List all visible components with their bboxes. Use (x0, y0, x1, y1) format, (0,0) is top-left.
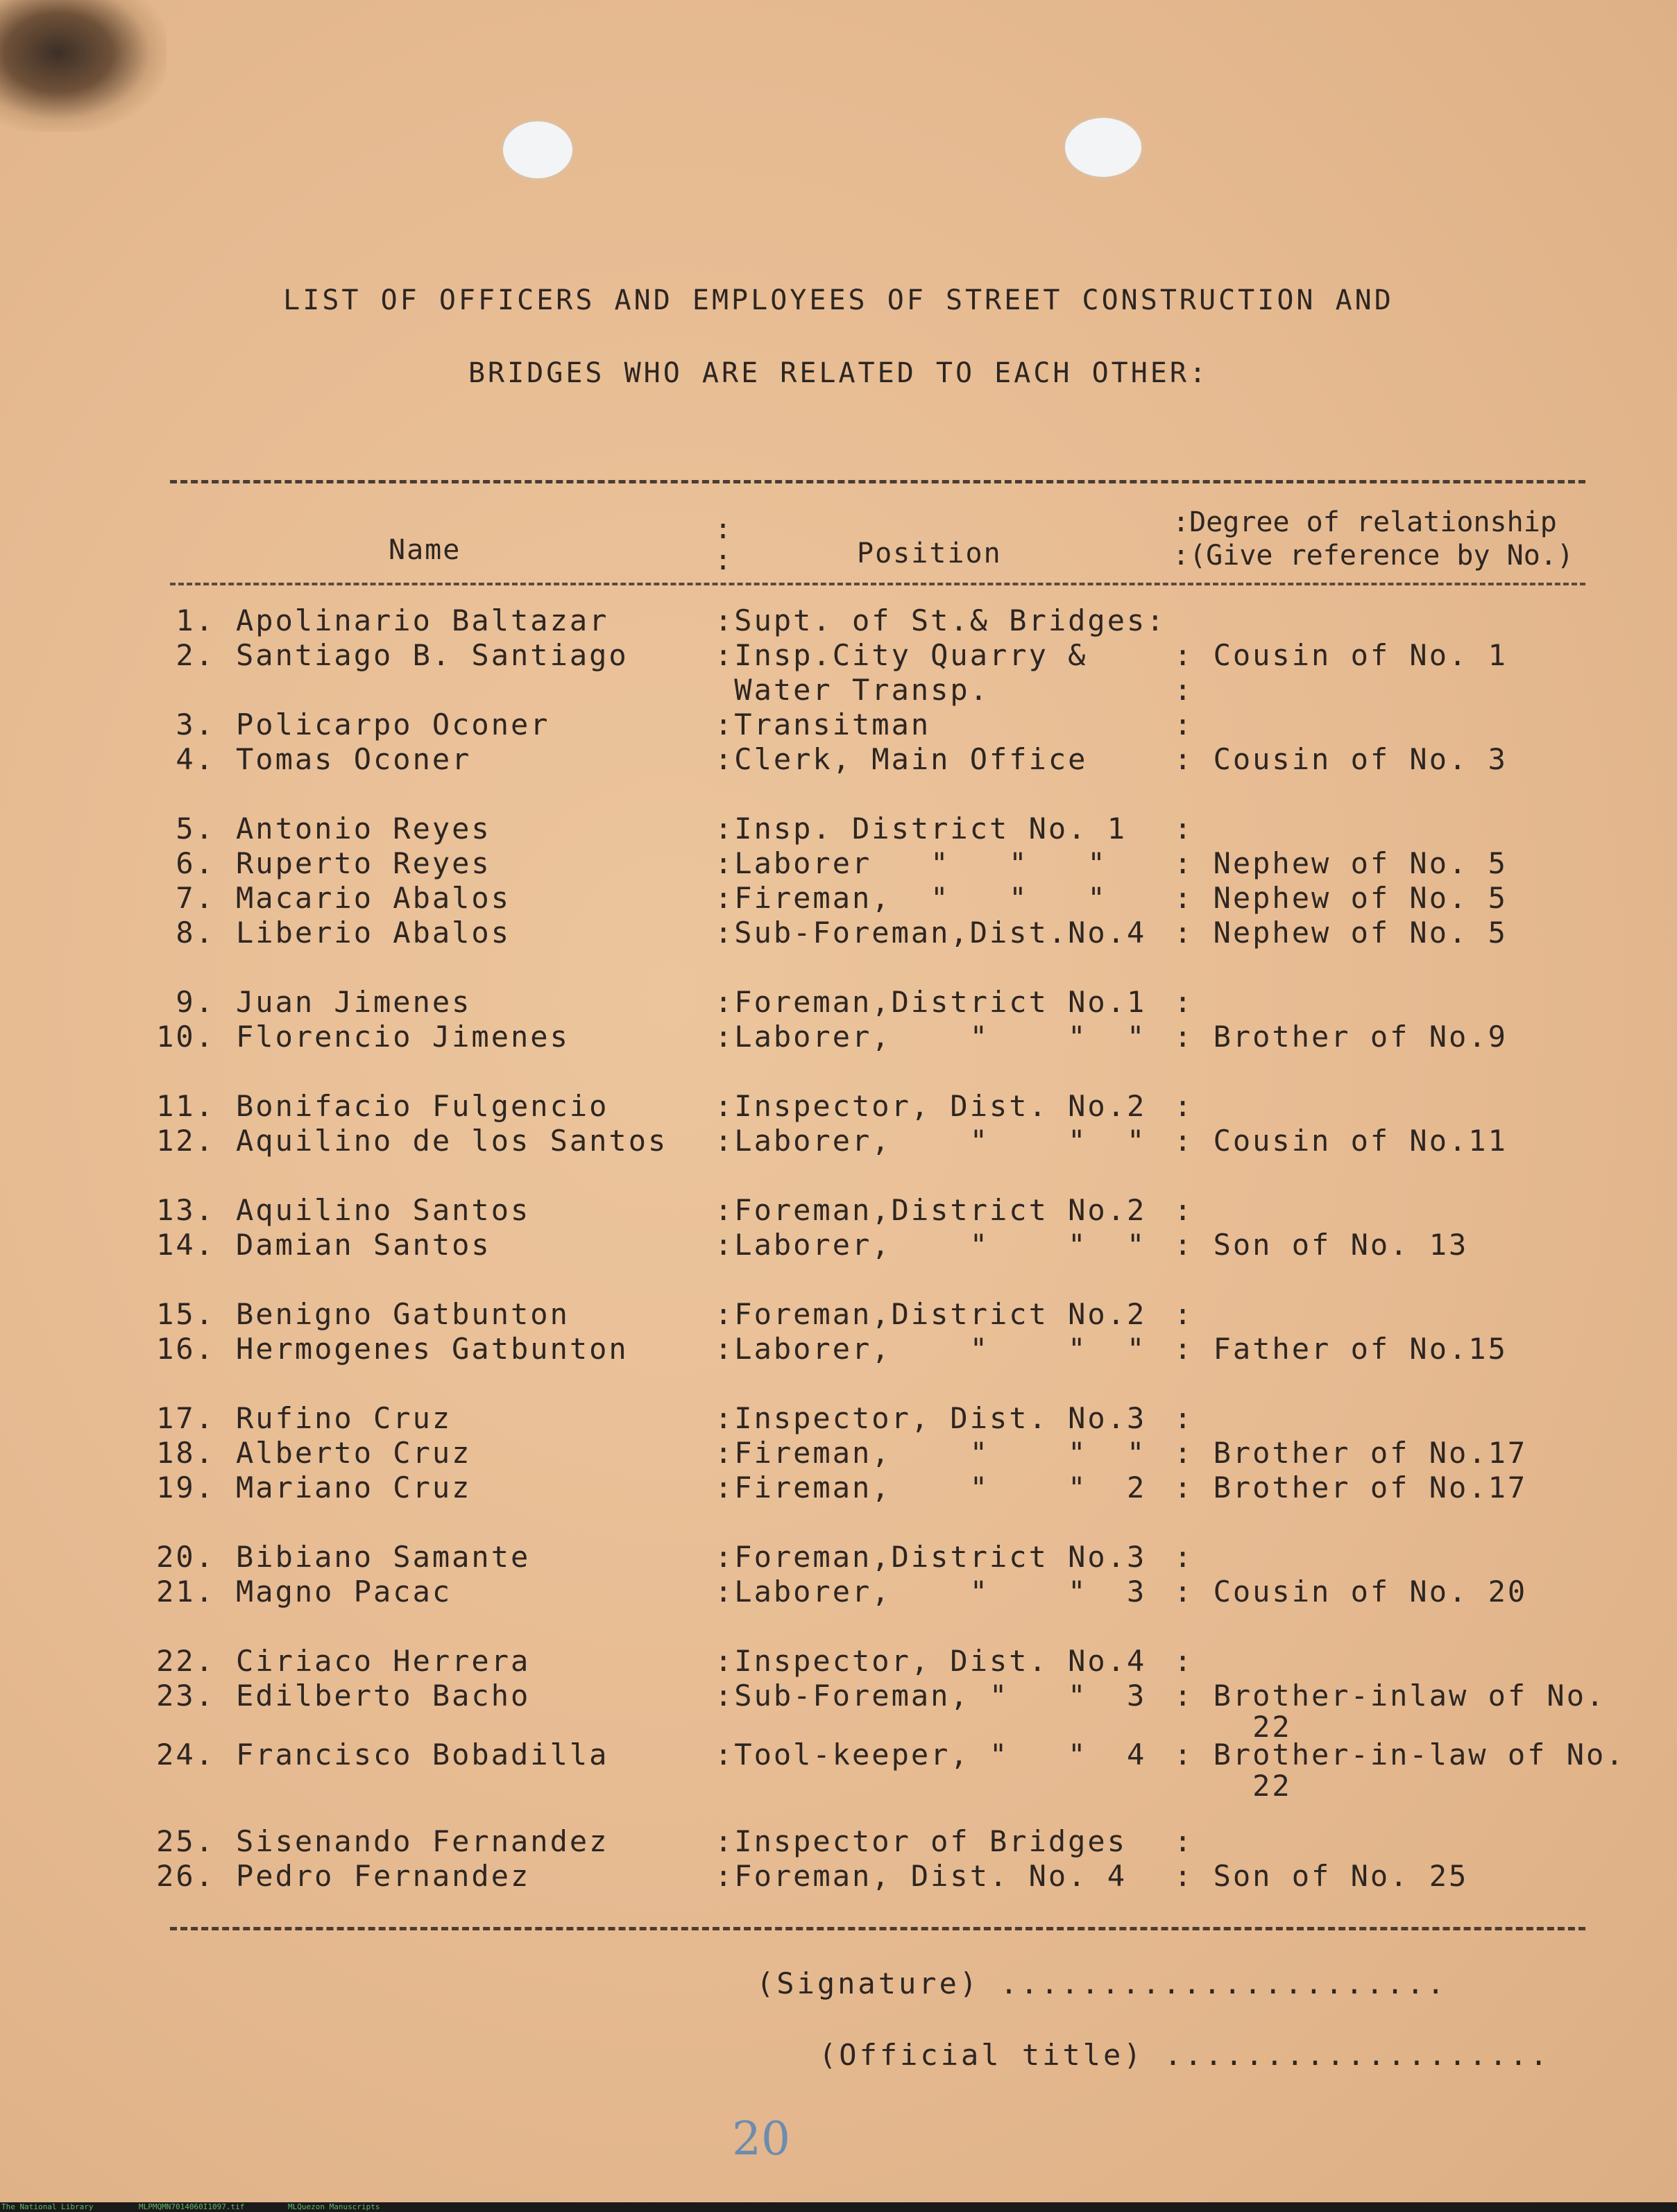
table-row (0, 1644, 1677, 1679)
document-title-line-1: LIST OF OFFICERS AND EMPLOYEES OF STREET CONSTRUCTION AND (283, 284, 1394, 316)
row-number: 1. (176, 603, 215, 637)
table-row (0, 1679, 1677, 1713)
employee-name: Benigno Gatbunton (236, 1297, 570, 1331)
employee-name: Sisenando Fernandez (236, 1824, 609, 1858)
relationship-note: : Son of No. 25 (1174, 1859, 1469, 1893)
relationship-note: : (1174, 1193, 1194, 1227)
footer-collection: MLQuezon Manuscripts (288, 2202, 380, 2211)
row-number: 8. (176, 916, 215, 950)
row-number: 19. (156, 1471, 215, 1504)
relationship-note: : (1174, 1401, 1194, 1435)
row-number: 25. (156, 1824, 215, 1858)
column-header-relationship-line-1: :Degree of relationship (1173, 506, 1557, 538)
relationship-note: : Nephew of No. 5 (1174, 881, 1508, 915)
row-number: 2. (176, 638, 215, 672)
table-row (0, 1228, 1677, 1262)
archive-footer (0, 2202, 1677, 2212)
table-row (0, 1297, 1677, 1332)
employee-position: :Fireman, " " " (715, 1436, 1147, 1470)
row-number: 12. (156, 1124, 215, 1158)
employee-position: :Supt. of St.& Bridges: (715, 603, 1166, 637)
employee-position: :Laborer, " " " (715, 1332, 1147, 1366)
row-number: 17. (156, 1401, 215, 1435)
table-row (0, 881, 1677, 916)
punch-hole-right (1065, 118, 1141, 177)
employee-name: Pedro Fernandez (236, 1859, 531, 1893)
footer-filename: MLPMQMN7014060I1097.tif (139, 2202, 245, 2211)
employee-position: :Foreman,District No.3 (715, 1540, 1147, 1574)
employee-name: Antonio Reyes (236, 812, 491, 846)
employee-name: Ciriaco Herrera (236, 1644, 531, 1678)
employee-name: Mariano Cruz (236, 1471, 472, 1504)
punch-hole-left (503, 121, 572, 178)
table-row (0, 1020, 1677, 1054)
employee-position: :Tool-keeper, " " 4 (715, 1738, 1147, 1772)
row-number: 10. (156, 1020, 215, 1054)
ink-stain (0, 0, 167, 132)
relationship-note: : (1174, 1089, 1194, 1123)
employee-name: Alberto Cruz (236, 1436, 472, 1470)
employee-position: :Laborer, " " " (715, 1124, 1147, 1158)
employee-position: :Laborer, " " " (715, 1228, 1147, 1262)
employee-name: Liberio Abalos (236, 916, 511, 950)
employee-position: :Inspector, Dist. No.3 (715, 1401, 1147, 1435)
row-number: 15. (156, 1297, 215, 1331)
table-row (0, 603, 1677, 638)
relationship-note: : Father of No.15 (1174, 1332, 1508, 1366)
row-number: 21. (156, 1575, 215, 1609)
relationship-note: 22 (1174, 1769, 1292, 1803)
relationship-note: : Brother-in-law of No. (1174, 1738, 1626, 1772)
row-number: 22. (156, 1644, 215, 1678)
employee-position: :Fireman, " " " (715, 881, 1107, 915)
employee-name: Edilberto Bacho (236, 1679, 531, 1713)
table-row (0, 1859, 1677, 1894)
employee-position: :Sub-Foreman, " " 3 (715, 1679, 1147, 1713)
column-header-position: Position (857, 538, 1002, 569)
relationship-note: : (1174, 1297, 1194, 1331)
table-row (0, 1089, 1677, 1124)
employee-position: :Insp.City Quarry & (715, 638, 1088, 672)
table-row (0, 916, 1677, 950)
page-number: 20 (732, 2112, 790, 2166)
row-number: 14. (156, 1228, 215, 1262)
employee-name: Rufino Cruz (236, 1401, 452, 1435)
top-dashed-rule (170, 480, 1585, 483)
row-number: 16. (156, 1332, 215, 1366)
employee-name: Damian Santos (236, 1228, 491, 1262)
table-row (0, 1332, 1677, 1366)
relationship-note: 22 (1174, 1710, 1292, 1744)
table-row (0, 638, 1677, 673)
table-row (0, 985, 1677, 1020)
relationship-note: : Brother-inlaw of No. (1174, 1679, 1606, 1713)
employee-name: Aquilino de los Santos (236, 1124, 668, 1158)
relationship-note: : (1174, 1540, 1194, 1574)
employee-position: :Clerk, Main Office (715, 742, 1088, 776)
employee-position: Water Transp. (715, 673, 990, 707)
table-row (0, 1738, 1677, 1772)
row-number: 4. (176, 742, 215, 776)
row-number: 20. (156, 1540, 215, 1574)
employee-position: :Insp. District No. 1 (715, 812, 1127, 846)
relationship-note: : Brother of No.17 (1174, 1471, 1528, 1504)
header-colon: : (715, 513, 732, 545)
table-row (0, 846, 1677, 881)
employee-name: Bibiano Samante (236, 1540, 531, 1574)
row-number: 13. (156, 1193, 215, 1227)
employee-position: :Laborer, " " " (715, 1020, 1147, 1054)
employee-name: Tomas Oconer (236, 742, 472, 776)
relationship-note: : (1174, 673, 1194, 707)
relationship-note: : Nephew of No. 5 (1174, 916, 1508, 950)
row-number: 23. (156, 1679, 215, 1713)
employee-position: :Transitman (715, 708, 931, 741)
employee-position: :Laborer, " " 3 (715, 1575, 1147, 1609)
relationship-note: : Brother of No.17 (1174, 1436, 1528, 1470)
table-row (0, 1124, 1677, 1158)
employee-position: :Foreman,District No.2 (715, 1193, 1147, 1227)
table-row (0, 742, 1677, 777)
table-row (0, 1401, 1677, 1436)
employee-name: Macario Abalos (236, 881, 511, 915)
employee-name: Bonifacio Fulgencio (236, 1089, 609, 1123)
employee-position: :Foreman,District No.1 (715, 985, 1147, 1019)
row-number: 18. (156, 1436, 215, 1470)
relationship-note: : Cousin of No.11 (1174, 1124, 1508, 1158)
employee-position: :Inspector, Dist. No.2 (715, 1089, 1147, 1123)
relationship-note: : Cousin of No. 20 (1174, 1575, 1528, 1609)
table-row (0, 1540, 1677, 1575)
table-row (0, 1769, 1677, 1803)
column-header-relationship-line-2: :(Give reference by No.) (1173, 540, 1574, 572)
employee-name: Hermogenes Gatbunton (236, 1332, 629, 1366)
employee-name: Ruperto Reyes (236, 846, 491, 880)
employee-name: Magno Pacac (236, 1575, 452, 1609)
employee-position: :Sub-Foreman,Dist.No.4 (715, 916, 1147, 950)
employee-position: :Foreman, Dist. No. 4 (715, 1859, 1127, 1893)
employee-name: Juan Jimenes (236, 985, 472, 1019)
employee-position: :Inspector, Dist. No.4 (715, 1644, 1147, 1678)
relationship-note: : Son of No. 13 (1174, 1228, 1469, 1262)
employee-name: Policarpo Oconer (236, 708, 550, 741)
bottom-dashed-rule (170, 1927, 1585, 1930)
relationship-note: : (1174, 985, 1194, 1019)
table-row (0, 1471, 1677, 1505)
official-title-line: (Official title) ................... (819, 2038, 1551, 2072)
employee-name: Apolinario Baltazar (236, 603, 609, 637)
table-row (0, 1575, 1677, 1609)
table-row (0, 812, 1677, 846)
row-number: 9. (176, 985, 215, 1019)
employee-name: Francisco Bobadilla (236, 1738, 609, 1772)
row-number: 7. (176, 881, 215, 915)
relationship-note: : Nephew of No. 5 (1174, 846, 1508, 880)
employee-position: :Foreman,District No.2 (715, 1297, 1147, 1331)
row-number: 24. (156, 1738, 215, 1772)
header-dashed-rule (170, 583, 1585, 585)
relationship-note: : (1174, 1824, 1194, 1858)
row-number: 6. (176, 846, 215, 880)
header-colon: : (715, 545, 732, 576)
table-row (0, 673, 1677, 708)
table-row (0, 1436, 1677, 1471)
footer-library: The National Library (1, 2202, 94, 2211)
table-row (0, 1193, 1677, 1228)
table-row (0, 1824, 1677, 1859)
relationship-note: : (1174, 812, 1194, 846)
column-header-name: Name (389, 534, 461, 566)
employee-name: Aquilino Santos (236, 1193, 531, 1227)
row-number: 11. (156, 1089, 215, 1123)
employee-position: :Laborer " " " (715, 846, 1107, 880)
employee-position: :Fireman, " " 2 (715, 1471, 1147, 1504)
row-number: 26. (156, 1859, 215, 1893)
document-title-line-2: BRIDGES WHO ARE RELATED TO EACH OTHER: (468, 357, 1209, 389)
row-number: 5. (176, 812, 215, 846)
employee-name: Florencio Jimenes (236, 1020, 570, 1054)
relationship-note: : (1174, 1644, 1194, 1678)
relationship-note: : Brother of No.9 (1174, 1020, 1508, 1054)
row-number: 3. (176, 708, 215, 741)
relationship-note: : Cousin of No. 3 (1174, 742, 1508, 776)
relationship-note: : (1174, 708, 1194, 741)
signature-line: (Signature) ...................... (756, 1966, 1447, 2000)
table-row (0, 708, 1677, 742)
employee-name: Santiago B. Santiago (236, 638, 629, 672)
relationship-note: : Cousin of No. 1 (1174, 638, 1508, 672)
employee-position: :Inspector of Bridges (715, 1824, 1127, 1858)
